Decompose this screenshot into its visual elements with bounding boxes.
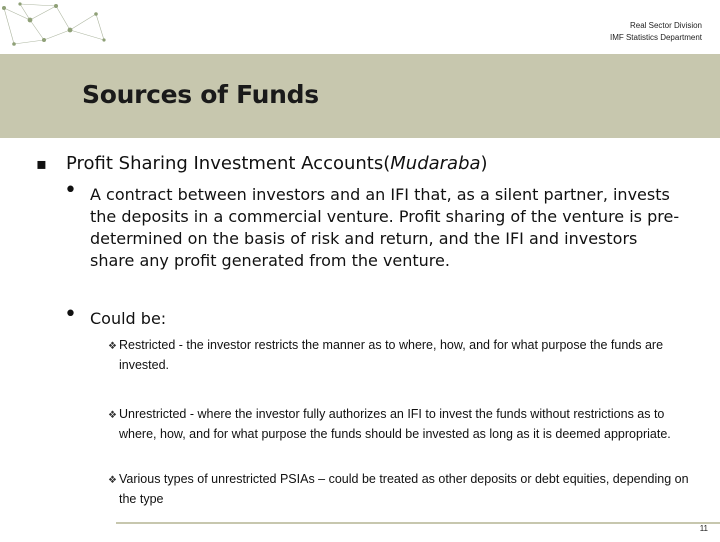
division-label: Real Sector Division	[629, 21, 702, 30]
header-info	[610, 20, 702, 44]
list-item-text: Various types of unrestricted PSIAs – could be treated as other deposits or debt equities, depending on the type	[119, 472, 689, 506]
network-logo-icon	[0, 0, 110, 56]
heading-plain: Profit Sharing Investment Accounts(	[66, 153, 391, 174]
footer-rule	[116, 522, 720, 542]
department-label: IMF Statistics Department	[609, 33, 702, 42]
square-bullet-icon: ▪	[36, 154, 47, 173]
diamond-bullet-icon: ❖	[108, 341, 117, 352]
list-item-text: Restricted - the investor restricts the manner as to where, how, and for what purpose the funds are invested.	[119, 338, 664, 372]
heading-close: )	[480, 153, 488, 174]
diamond-bullet-icon: ❖	[108, 410, 117, 421]
slide-number: 11	[699, 524, 708, 533]
list-item-text: Unrestricted - where the investor fully authorizes an IFI to invest the funds without restrictions as to where, how, and for what purpose the funds should be invested as long as it is deemed appropriate.	[119, 407, 671, 441]
definition-text: A contract between investors and an IFI that, as a silent partner, invests the deposits in a commercial venture. Profit sharing of the venture is pre-determined on the basis of risk and return, and the IFI and investors share any profit generated from the venture.	[90, 185, 680, 270]
heading-italic: Mudaraba	[390, 153, 481, 174]
main-heading	[66, 152, 488, 176]
diamond-bullet-icon: ❖	[108, 475, 117, 486]
could-be-text: Could be:	[90, 309, 167, 328]
bullet-dot-icon: •	[64, 302, 77, 327]
bullet-dot-icon: •	[64, 178, 77, 203]
page-title: Sources of Funds	[82, 80, 319, 109]
